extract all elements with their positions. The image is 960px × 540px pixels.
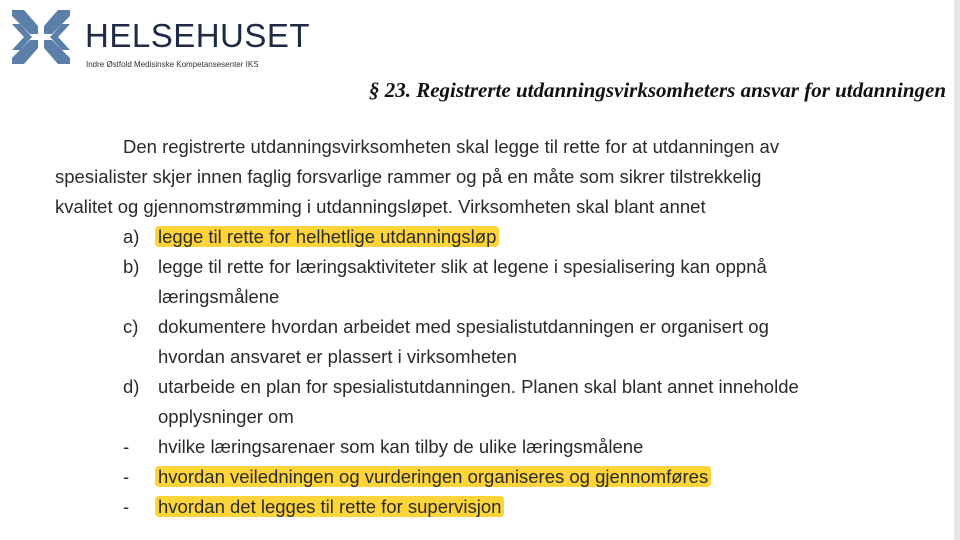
list-marker: -	[123, 436, 130, 457]
list-marker: -	[123, 466, 130, 487]
list-item-text: hvordan veiledningen og vurderingen organiseres og gjennomføres	[155, 466, 711, 487]
helsehuset-logo	[10, 8, 311, 70]
brand-name: HELSEHUSET	[85, 17, 311, 54]
list-marker: b)	[123, 256, 140, 277]
list-item	[55, 432, 935, 462]
slide-edge	[954, 0, 960, 540]
intro-line: kvalitet og gjennomstrømming i utdanningsløpet. Virksomheten skal blant annet	[55, 196, 706, 217]
list-item-text: hvordan ansvaret er plassert i virksomheten	[158, 346, 517, 367]
list-item-text: legge til rette for læringsaktiviteter slik at legene i spesialisering kan oppnå	[158, 256, 767, 277]
list-marker: -	[123, 496, 130, 517]
list-item-text: legge til rette for helhetlige utdanningsløp	[155, 226, 499, 247]
requirements-list	[55, 222, 935, 522]
list-item-text: opplysninger om	[158, 406, 294, 427]
intro-line: Den registrerte utdanningsvirksomheten skal legge til rette for at utdanningen av	[123, 136, 780, 157]
list-item-text: hvilke læringsarenaer som kan tilby de ulike læringsmålene	[158, 436, 644, 457]
section-heading: § 23. Registrerte utdanningsvirksomheters ansvar for utdanningen	[368, 78, 946, 102]
list-item	[55, 252, 935, 312]
list-item	[55, 222, 935, 252]
list-item-text: utarbeide en plan for spesialistutdanningen. Planen skal blant annet inneholde	[158, 376, 799, 397]
intro-line: spesialister skjer innen faglig forsvarlige rammer og på en måte som sikrer tilstrekkelig	[55, 166, 762, 187]
list-item-text: dokumentere hvordan arbeidet med spesialistutdanningen er organisert og	[158, 316, 769, 337]
logo-mark-icon	[10, 8, 72, 66]
list-item	[55, 462, 935, 492]
list-item	[55, 492, 935, 522]
list-marker: c)	[123, 316, 139, 337]
list-marker: d)	[123, 376, 140, 397]
list-marker: a)	[123, 226, 140, 247]
brand-subtitle: Indre Østfold Medisinske Kompetansesenter IKS	[86, 60, 259, 69]
list-item	[55, 312, 935, 372]
list-item	[55, 372, 935, 432]
list-item-text: hvordan det legges til rette for supervisjon	[155, 496, 504, 517]
list-item-text: læringsmålene	[158, 286, 280, 307]
intro-paragraph	[55, 132, 925, 222]
